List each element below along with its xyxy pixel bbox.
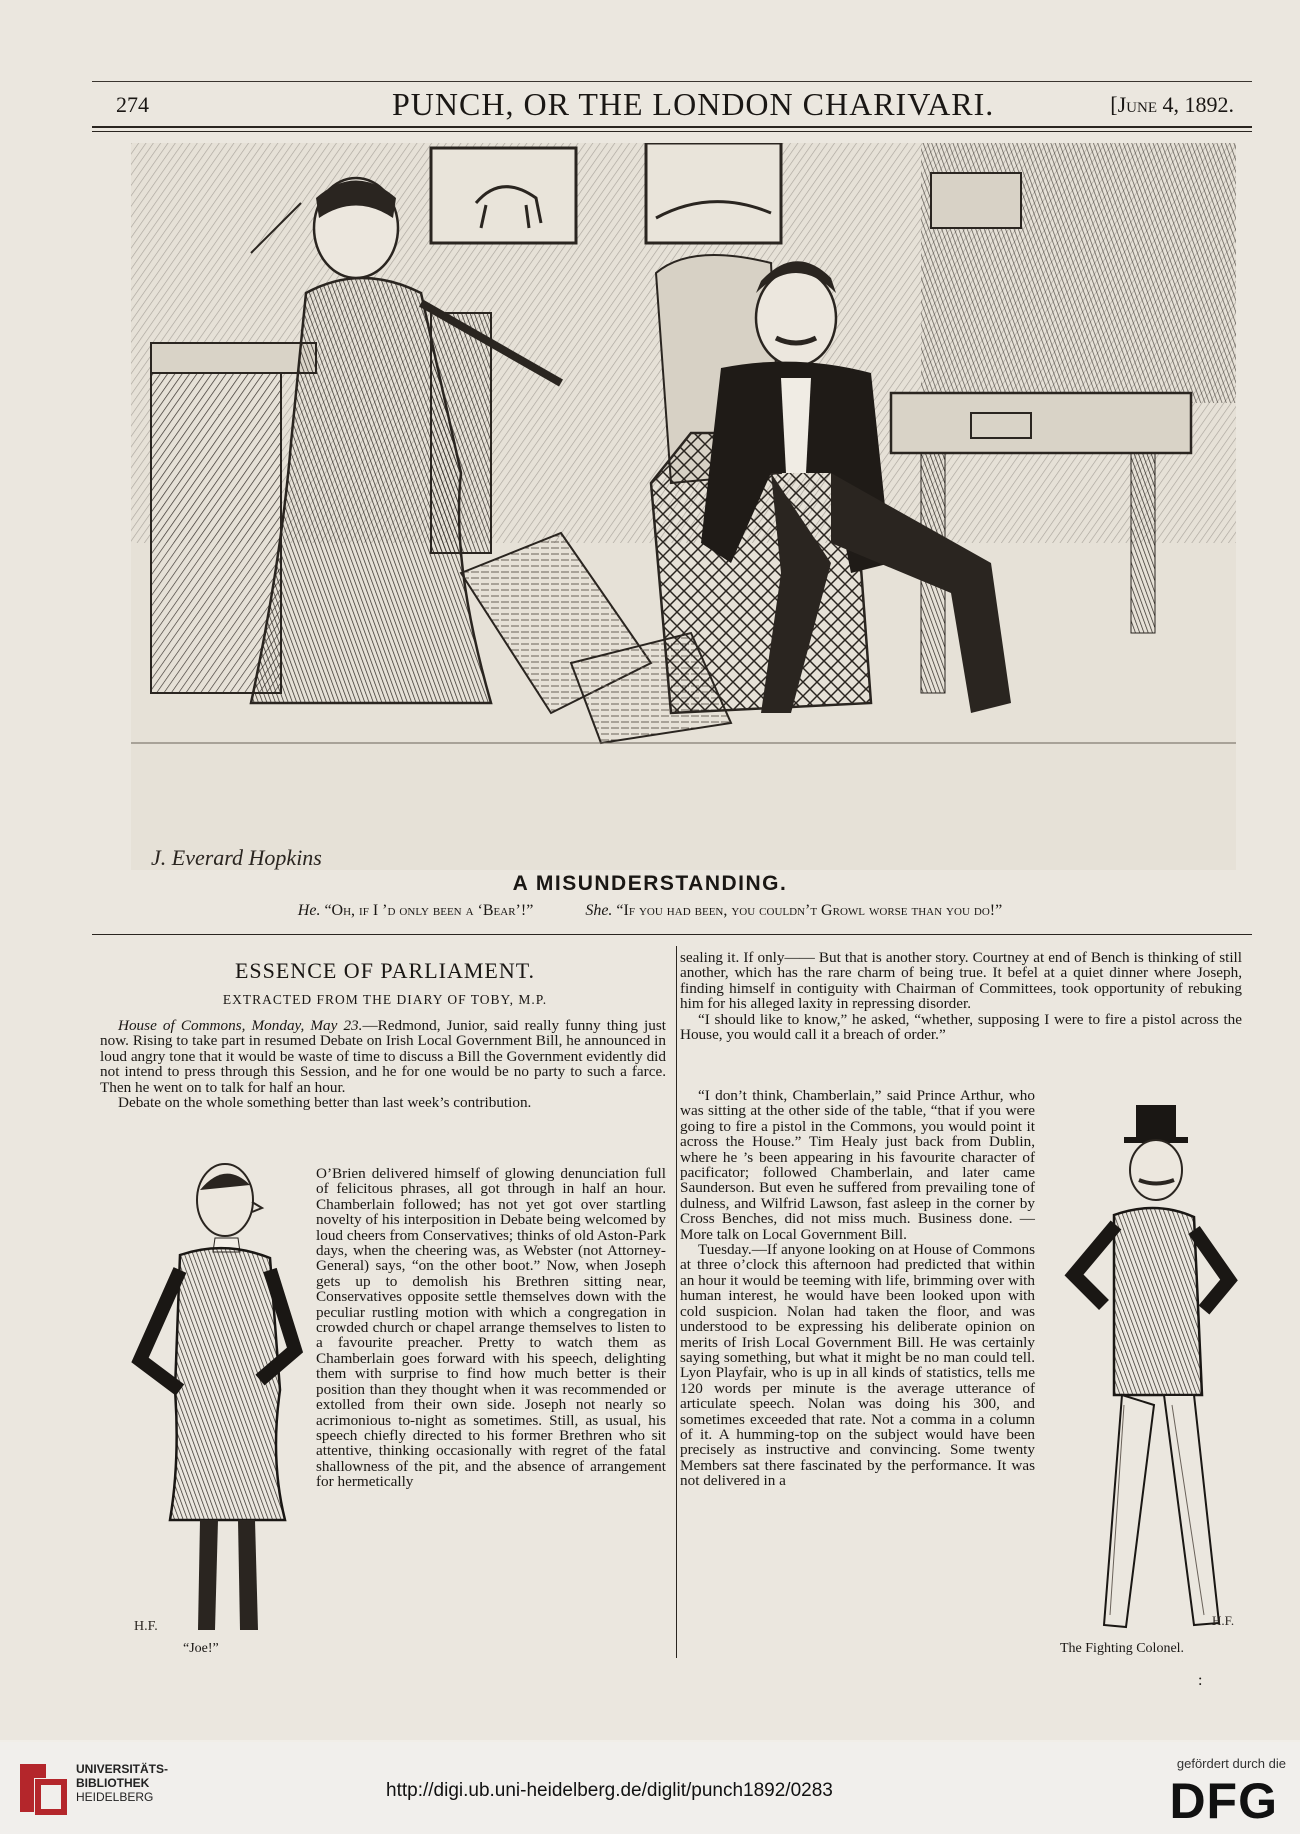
he-label: He. (297, 902, 321, 919)
library-name[interactable]: UNIVERSITÄTS- BIBLIOTHEK HEIDELBERG (76, 1762, 169, 1804)
page-header (92, 82, 1252, 122)
paragraph: House of Commons, Monday, May 23.—Redmond, Junior, said really funny thing just now. Rising to take part in resumed Debate on Irish Local Government Bill, he announced in loud angry tone that it would be waste of time to discuss a Bill the Government evidently did not intend to press through this Session, and he for one would be no party to such a farce. Then he went on to talk for half an hour. (100, 1017, 666, 1096)
he-text: “Oh, if I ’d only been a ‘Bear’!” (324, 902, 534, 919)
university-library-logo-icon[interactable] (12, 1756, 72, 1820)
cartoon-title: A MISUNDERSTANDING. (512, 872, 788, 895)
dateline: House of Commons, Monday, May 23. (118, 1017, 363, 1034)
paragraph: “I should like to know,” he asked, “whether, supposing I were to fire a pistol across the House, you would call it a breach of order.” (680, 1010, 1242, 1044)
column-rule (676, 946, 677, 1658)
article-column-left-narrow: O’Brien delivered himself of glowing denunciation full of felicitous phrases, all got through in half an hour. Chamberlain followed; has not yet got over startling novelty of his interposition in Debate being welcomed by loud cheers from Conservatives; thinks of old Aston-Park days, when the cheering was, as Webster (not Attorney-General) says, “on the other boot.” Now, when Joseph gets up to demolish his Brethren sitting near, Conservatives opposite settle themselves down with the peculiar rustling motion with which a congregation in crowded church or chapel arrange themselves to listen to a favourite preacher. Pretty to watch them as Chamberlain goes forward with his speech, delighting them with surprise to find how much better is their position than they thought when it was recommended or extolled from their own side. Joseph not nearly so acrimonious to-night as sometimes. Still, as usual, his speech chiefly directed to his former Brethren who sit attentive, thinking occasionally with regret of the fatal shallowness of the pit, and the absence of arrangement for hermetically (316, 1165, 666, 1491)
svg-text:H.F.: H.F. (1212, 1613, 1235, 1628)
article-column-right-narrow (680, 1088, 1035, 1489)
article-column-left-top (100, 1018, 666, 1110)
paragraph: “I don’t think, Chamberlain,” said Prince Arthur, who was sitting at the other side of the table, “that if you were going to fire a pistol in the Commons, you would point it across the House.” Tim Healy just back from Dublin, where he ’s been appearing in his favourite character of pacificator; followed Chamberlain, and later came Saunderson. But even he suffered from prevailing tone of dulness, and Wilfrid Lawson, fast asleep in the corner by Cross Benches, did not miss much. Business done. — More talk on Local Government Bill. (680, 1087, 1035, 1243)
article-subtitle: EXTRACTED FROM THE DIARY OF TOBY, M.P. (222, 992, 548, 1007)
dfg-logo[interactable]: DFG (1169, 1773, 1278, 1829)
artist-signature: J. Everard Hopkins (151, 845, 322, 870)
header-rule-bottom-thin (92, 131, 1252, 132)
joe-caption: “Joe!” (183, 1641, 219, 1656)
publication-title: PUNCH, OR THE LONDON CHARIVARI. (392, 86, 995, 122)
paragraph: Debate on the whole something better than last week’s contribution. (118, 1094, 532, 1112)
article-title: ESSENCE OF PARLIAMENT. (234, 958, 536, 983)
permalink-url[interactable]: http://digi.ub.uni-heidelberg.de/diglit/punch1892/0283 (386, 1780, 833, 1801)
she-text: “If you had been, you couldn’t Growl worse than you do!” (616, 902, 1003, 919)
joe-caricature (120, 1160, 315, 1640)
funding-note: gefördert durch die (1176, 1756, 1286, 1771)
cartoon-dialogue (0, 902, 1300, 920)
section-rule (92, 934, 1252, 935)
page-number: 274 (116, 92, 149, 117)
landscape-picture-frame (646, 143, 781, 243)
side-cabinet (891, 393, 1191, 453)
header-rule-bottom (92, 126, 1252, 128)
she-label: She. (585, 902, 613, 919)
cartoon-illustration (131, 143, 1236, 870)
svg-text:H.F.: H.F. (134, 1619, 158, 1634)
issue-date: [June 4, 1892. (1110, 92, 1234, 117)
horse-picture-frame (431, 148, 576, 243)
viewer-footer (0, 1742, 1300, 1834)
man-head (756, 270, 836, 366)
margin-mark: : (1198, 1672, 1203, 1689)
article-column-right-top (680, 950, 1242, 1042)
colonel-caption: The Fighting Colonel. (1060, 1641, 1185, 1656)
colonel-caricature (1044, 1105, 1249, 1637)
paragraph: Tuesday.—If anyone looking on at House of Commons at three o’clock this afternoon had predicted that within an hour it would be teeming with life, brimming over with human interest, he would have been looked upon with cold suspicion. Nolan had taken the floor, and was understood to be expressing his deliberate opinion on merits of Irish Local Government Bill. He was certainly saying something, but what it might be no man could tell. Lyon Playfair, who is up in all kinds of statistics, tells me 120 words per minute is the average utterance of articulate speech. Nolan was doing his 300, and sometimes exceeded that rate. Not a comma in a column of it. A humming-top on the subject would have been precisely as instructive and convincing. Some twenty Members sat there fascinated by the performance. It was not delivered in a (680, 1241, 1035, 1490)
paragraph: sealing it. If only—— But that is another story. Courtney at end of Bench is thinking of still another, which has the rare charm of being true. It befel at a quiet dinner where Joseph, finding himself in contiguity with Chairman of Committees, took opportunity of rebuking him for his alleged laxity in repressing disorder. (680, 949, 1242, 1013)
writing-desk (151, 363, 281, 693)
